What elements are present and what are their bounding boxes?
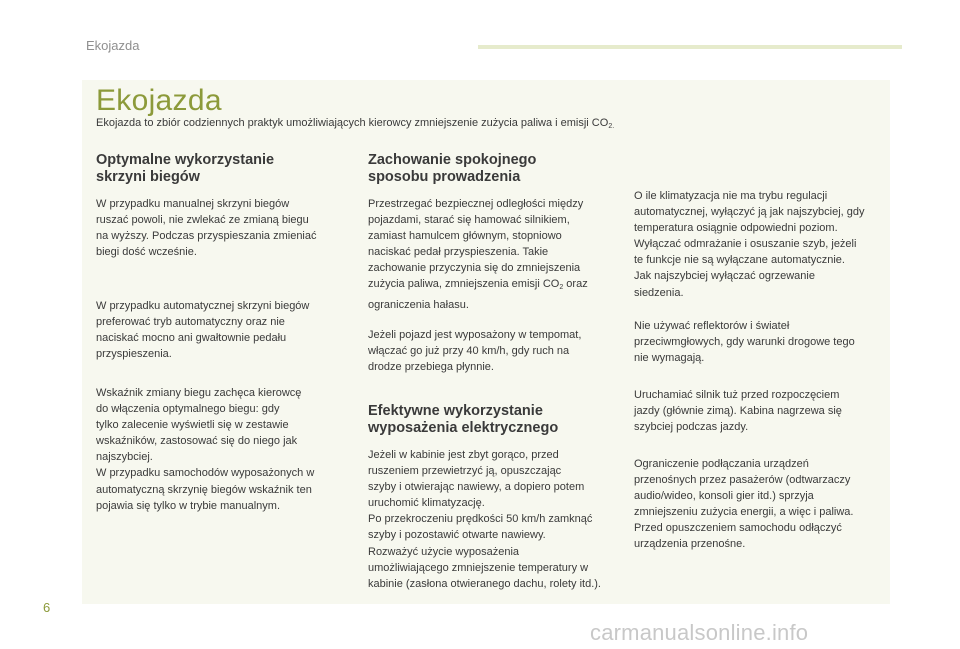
watermark: carmanualsonline.info bbox=[590, 620, 809, 645]
heading-gearbox: Optymalne wykorzystanie skrzyni biegów bbox=[96, 152, 275, 185]
paragraph-automatic-gearbox: W przypadku automatycznej skrzyni biegów preferować tryb automatyczny oraz nie naciskać mocno ani gwałtownie pedału przyspieszenia. bbox=[96, 300, 310, 361]
paragraph-air-conditioning: O ile klimatyzacja nie ma trybu regulacji automatycznej, wyłączyć ją jak najszybciej, gdy temperatura osiągnie odpowiedni poziom. Wyłączać odmrażanie i osuszanie szyb, jeżeli te funkcje nie są wyłączane automatycznie. Jak najszybciej wyłączać ogrzewanie siedzenia. bbox=[634, 190, 865, 299]
intro-text bbox=[96, 117, 614, 130]
page-title: Ekojazda bbox=[96, 84, 222, 117]
paragraph-portable-devices: Ograniczenie podłączania urządzeń przenośnych przez pasażerów (odtwarzaczy audio/wideo, konsoli gier itd.) sprzyja zmniejszeniu zużycia energii, a więc i paliwa. Przed opuszczeniem samochodu odłączyć urządzenia przenośne. bbox=[634, 458, 854, 551]
paragraph-safe-distance-tail: oraz ograniczenia hałasu. bbox=[368, 278, 588, 311]
paragraph-safe-distance bbox=[368, 196, 588, 313]
paragraph-cabin-ventilation: Jeżeli w kabinie jest zbyt gorąco, przed ruszeniem przewietrzyć ją, opuszczając szyby i otwierając nawiewy, a dopiero potem uruchomić klimatyzację. Po przekroczeniu prędkości 50 km/h zamknąć szyby i pozostawić otwarte nawiewy. Rozważyć użycie wyposażenia umożliwiającego zmniejszenie temperatury w kabinie (zasłona otwieranego dachu, rolety itd.). bbox=[368, 449, 601, 590]
intro-subscript: 2. bbox=[608, 123, 615, 130]
paragraph-fog-lights: Nie używać reflektorów i świateł przeciwmgłowych, gdy warunki drogowe tego nie wymagają. bbox=[634, 320, 855, 365]
paragraph-cruise-control: Jeżeli pojazd jest wyposażony w tempomat, włączać go już przy 40 km/h, gdy ruch na drodze przebiega płynnie. bbox=[368, 329, 582, 374]
paragraph-gear-indicator: Wskaźnik zmiany biegu zachęca kierowcę do włączenia optymalnego biegu: gdy tylko zalecenie wyświetli się w zestawie wskaźników, zastosować się do niego jak najszybciej. W przypadku samochodów wyposażonych w automatyczną skrzynię biegów wskaźnik ten pojawia się tylko w trybie manualnym. bbox=[96, 387, 315, 512]
heading-electrical-equipment: Efektywne wykorzystanie wyposażenia elektrycznego bbox=[368, 403, 559, 436]
page-number: 6 bbox=[43, 600, 51, 615]
paragraph-manual-gearbox: W przypadku manualnej skrzyni biegów ruszać powoli, nie zwlekać ze zmianą biegu na wyższy. Podczas przyspieszania zmieniać biegi dość wcześnie. bbox=[96, 198, 317, 259]
paragraph-engine-start: Uruchamiać silnik tuż przed rozpoczęciem jazdy (głównie zimą). Kabina nagrzewa się szybciej podczas jazdy. bbox=[634, 389, 842, 434]
co2-subscript: 2 bbox=[559, 284, 564, 292]
section-label: Ekojazda bbox=[86, 38, 140, 53]
heading-calm-driving: Zachowanie spokojnego sposobu prowadzenia bbox=[368, 152, 537, 185]
section-divider-bar bbox=[478, 45, 902, 49]
paragraph-safe-distance-main: Przestrzegać bezpiecznej odległości między pojazdami, starać się hamować silnikiem, zamiast hamulcem głównym, stopniowo naciskać pedał przyspieszenia. Takie zachowanie przyczynia się do zmniejszenia zużycia paliwa, zmniejszenia emisji CO bbox=[368, 198, 584, 291]
intro-main: Ekojazda to zbiór codziennych praktyk umożliwiających kierowcy zmniejszenie zużycia paliwa i emisji CO bbox=[96, 117, 609, 129]
